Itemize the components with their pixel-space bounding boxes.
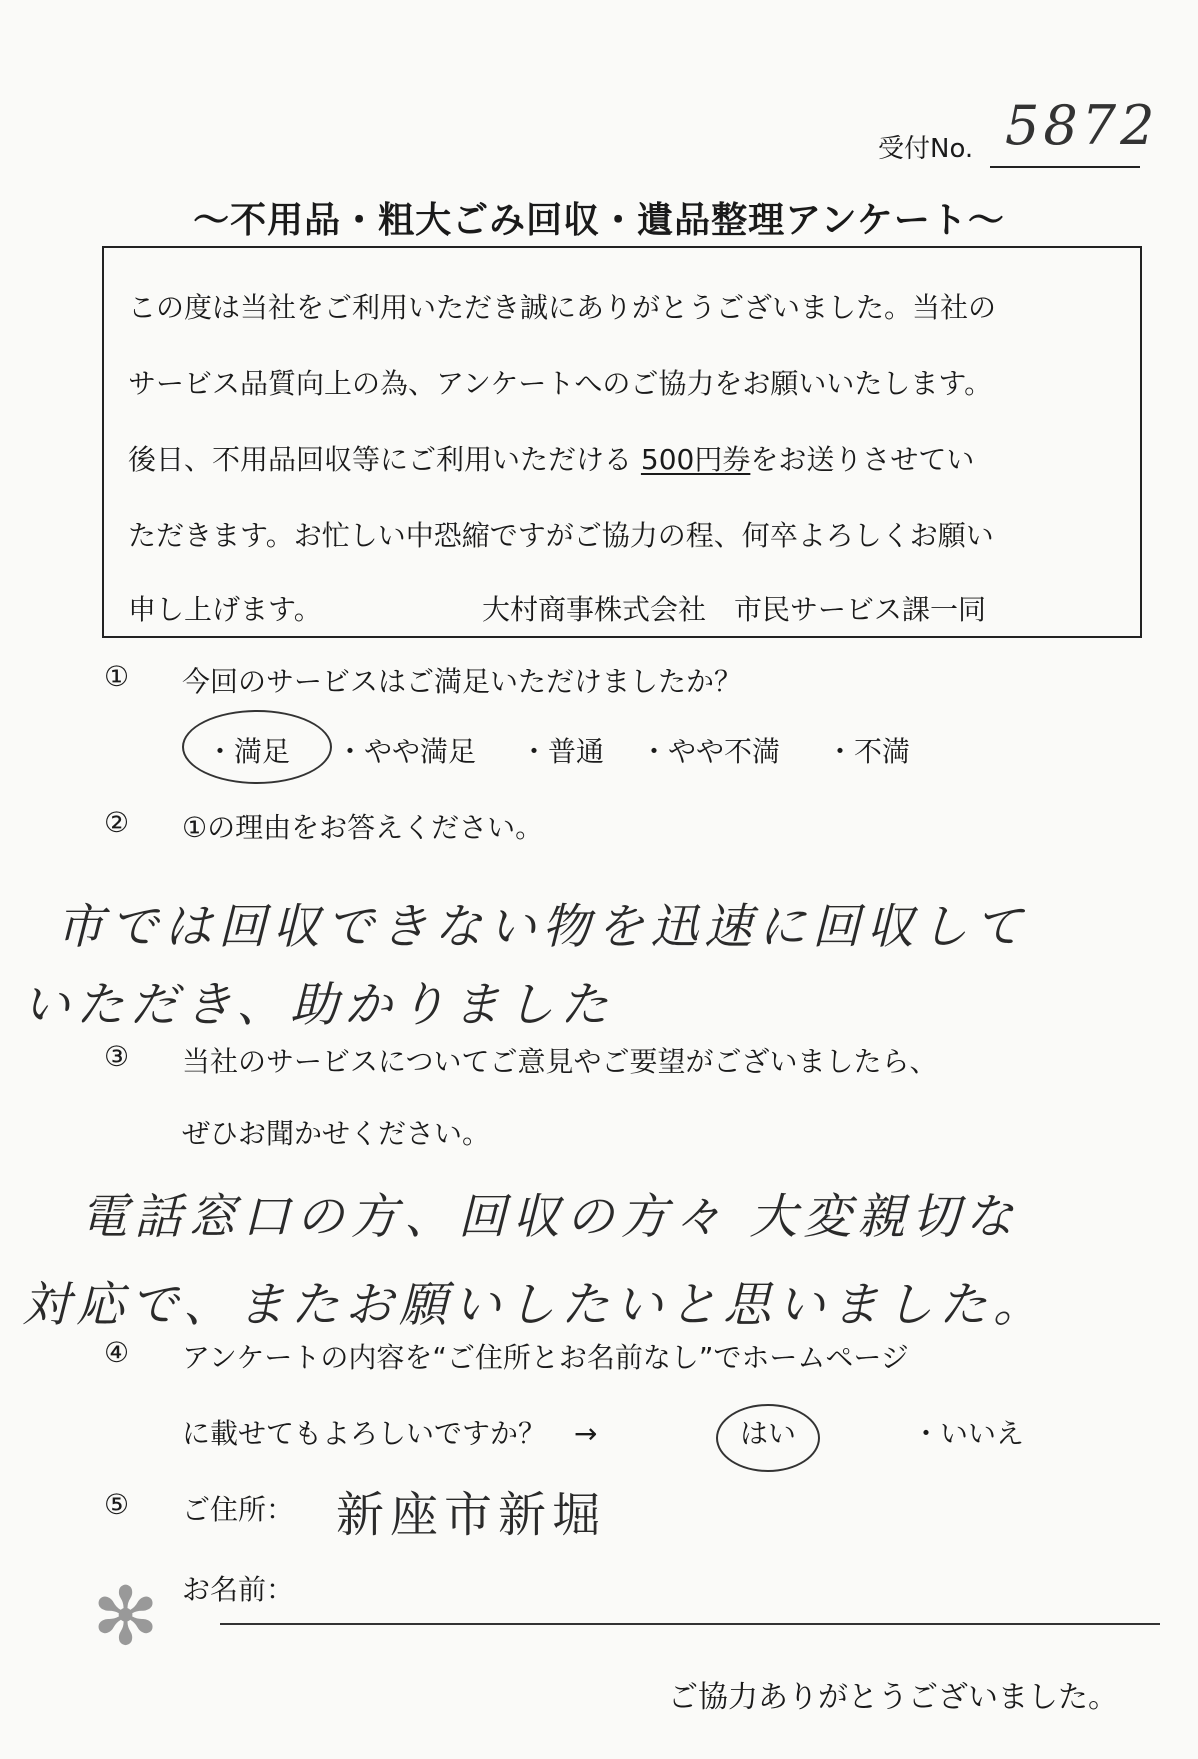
q4-option-yes[interactable]: はい (740, 1417, 797, 1450)
intro-line-3-end: をお送りさせてい (750, 443, 975, 476)
q3-answer-line-1: 電話窓口の方、回収の方々 大変親切な (80, 1189, 1020, 1245)
q3-text-line-2: ぜひお聞かせください。 (182, 1117, 491, 1150)
name-label: お名前： (182, 1573, 295, 1606)
address-label: ご住所： (182, 1493, 295, 1526)
intro-line-3 (128, 438, 974, 478)
intro-line-4: ただきます。お忙しい中恐縮ですがご協力の程、何卒よろしくお願い (128, 519, 994, 552)
q4-option-no[interactable]: ・いいえ (912, 1417, 1025, 1450)
q3-text-line-1: 当社のサービスについてご意見やご要望がございましたら、 (182, 1045, 938, 1078)
q1-option-somewhat-dissatisfied[interactable]: ・やや不満 (640, 735, 781, 768)
intro-line-1: この度は当社をご利用いただき誠にありがとうございました。当社の (128, 291, 997, 324)
company-name: 大村商事株式会社 市民サービス課一同 (482, 593, 987, 626)
name-signature-line (220, 1623, 1160, 1625)
receipt-underline (990, 166, 1140, 168)
q2-text: ①の理由をお答えください。 (182, 811, 544, 844)
receipt-label: 受付No. (878, 134, 974, 164)
survey-title: ～不用品・粗大ごみ回収・遺品整理アンケート～ (193, 200, 1005, 241)
thanks-message: ご協力ありがとうございました。 (668, 1680, 1118, 1715)
q4-text-line-2: に載せてもよろしいですか？ → (182, 1417, 598, 1450)
receipt-number: 5872 (1005, 94, 1159, 157)
q1-text: 今回のサービスはご満足いただけましたか？ (182, 665, 743, 698)
q1-option-dissatisfied[interactable]: ・不満 (826, 735, 911, 768)
flower-icon: ✻ (92, 1570, 160, 1663)
q4-text-line-1: アンケートの内容を“ご住所とお名前なし”でホームページ (182, 1341, 909, 1374)
q1-number: ① (104, 660, 130, 693)
q5-number: ⑤ (104, 1488, 130, 1521)
q1-option-satisfied[interactable]: ・満足 (206, 735, 291, 768)
q1-option-somewhat-satisfied[interactable]: ・やや満足 (336, 735, 477, 768)
intro-line-5: 申し上げます。 (128, 593, 322, 626)
q3-number: ③ (104, 1040, 130, 1073)
q4-number: ④ (104, 1336, 130, 1369)
intro-line-2: サービス品質向上の為、アンケートへのご協力をお願いいたします。 (128, 367, 993, 400)
q2-number: ② (104, 806, 130, 839)
q2-answer-line-2: いただき、助かりました (22, 977, 615, 1033)
q3-answer-line-2: 対応で、またお願いしたいと思いました。 (22, 1277, 1048, 1333)
q1-option-normal[interactable]: ・普通 (520, 735, 605, 768)
address-value: 新座市新堀 (336, 1487, 607, 1543)
q2-answer-line-1: 市では回収できない物を迅速に回収して (56, 899, 1029, 955)
coupon-amount: 500円券 (640, 443, 751, 476)
intro-line-3-start: 後日、不用品回収等にご利用いただける (128, 443, 633, 476)
